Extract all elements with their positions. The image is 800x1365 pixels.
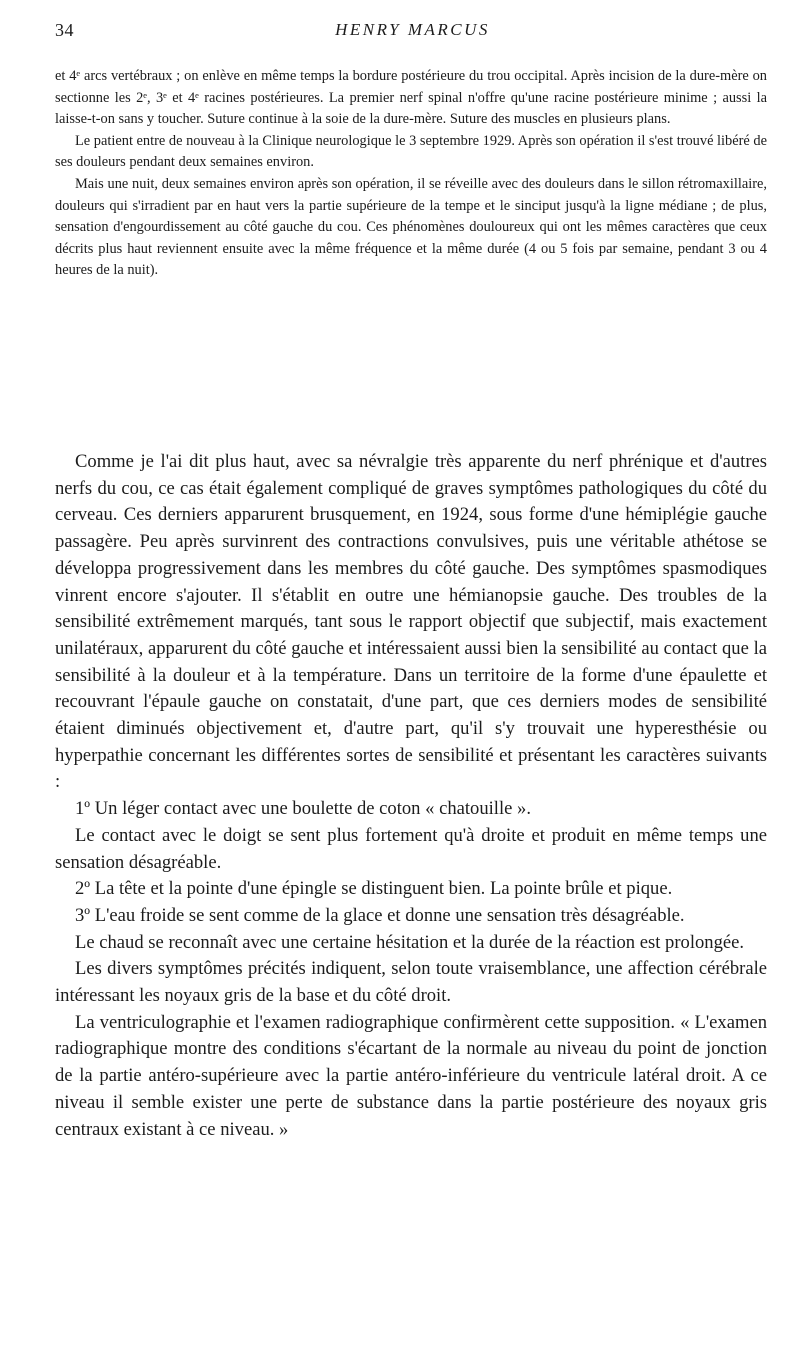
- body-paragraph: 2º La tête et la pointe d'une épingle se distinguent bien. La pointe brûle et pique.: [75, 878, 673, 900]
- body-text-block: [55, 449, 767, 1143]
- body-paragraph: Le contact avec le doigt se sent plus fortement qu'à droite et produit en même temps une sensation désagréable.: [55, 824, 767, 873]
- body-paragraph: Le chaud se reconnaît avec une certaine hésitation et la durée de la réaction est prolongée.: [75, 931, 745, 953]
- body-paragraph: Les divers symptômes précités indiquent, selon toute vraisemblance, une affection cérébrale intéressant les noyaux gris de la base et du côté droit.: [55, 958, 767, 1007]
- body-paragraph: La ventriculographie et l'examen radiographique confirmèrent cette supposition. « L'examen radiographique montre des conditions s'écartant de la normale au niveau du point de jonction de la partie antéro-supérieure avec la partie antéro-inférieure du ventricule latéral droit. A ce niveau il semble exister une perte de substance dans la partie postérieure des noyaux gris centraux existant à ce niveau. »: [55, 1011, 767, 1140]
- case-note-paragraph: Le patient entre de nouveau à la Clinique neurologique le 3 septembre 1929. Après son opération il s'est trouvé libéré de ses douleurs pendant deux semaines environ.: [55, 132, 767, 171]
- case-note-paragraph: Mais une nuit, deux semaines environ après son opération, il se réveille avec des douleurs dans le sillon rétromaxillaire, douleurs qui s'irradient par en haut vers la partie supérieure de la tempe et le sinciput jusqu'à la ligne médiane ; de plus, sensation d'engourdissement au côté gauche du cou. Ces phénomènes douloureux qui ont les mêmes caractères que ceux décrits plus haut reviennent ensuite avec la même fréquence et la même durée (4 ou 5 fois par semaine, pendant 3 ou 4 heures de la nuit).: [55, 175, 767, 279]
- running-title: HENRY MARCUS: [335, 20, 490, 39]
- page-number: 34: [55, 20, 74, 40]
- body-paragraph: 3º L'eau froide se sent comme de la glace et donne une sensation très désagréable.: [75, 904, 685, 926]
- case-note-paragraph: et 4ᵉ arcs vertébraux ; on enlève en même temps la bordure postérieure du trou occipital. Après incision de la dure-mère on sectionne les 2ᵉ, 3ᵉ et 4ᵉ racines postérieures. La premier nerf spinal n'offre qu'une racine postérieure minime ; aussi la laisse-t-on sans y toucher. Suture continue à la soie de la dure-mère. Suture des muscles en plusieurs plans.: [55, 68, 767, 128]
- running-head: [55, 20, 770, 44]
- body-paragraph: 1º Un léger contact avec une boulette de coton « chatouille ».: [75, 798, 531, 820]
- case-notes-block: [55, 66, 767, 282]
- body-paragraph: Comme je l'ai dit plus haut, avec sa névralgie très apparente du nerf phrénique et d'autres nerfs du cou, ce cas était également compliqué de graves symptômes pathologiques du côté du cerveau. Ces derniers apparurent brusquement, en 1924, sous forme d'une hémiplégie gauche passagère. Peu après survinrent des contractions convulsives, puis une véritable athétose se développa progressivement dans les membres du côté gauche. Des symptômes spasmodiques vinrent encore s'ajouter. Il s'établit en outre une hémianopsie gauche. Des troubles de la sensibilité extrêmement marqués, tant sous le rapport objectif que subjectif, mais exactement unilatéraux, apparurent du côté gauche et intéressaient aussi bien la sensibilité au contact que la sensibilité à la douleur et à la température. Dans un territoire de la forme d'une épaulette et recouvrant l'épaule gauche on constatait, d'une part, que ces derniers modes de sensibilité étaient diminués objectivement et, d'autre part, qu'il s'y trouvait une hyperesthésie ou hyperpathie concernant les différentes sortes de sensibilité et présentant les caractères suivants :: [55, 451, 767, 793]
